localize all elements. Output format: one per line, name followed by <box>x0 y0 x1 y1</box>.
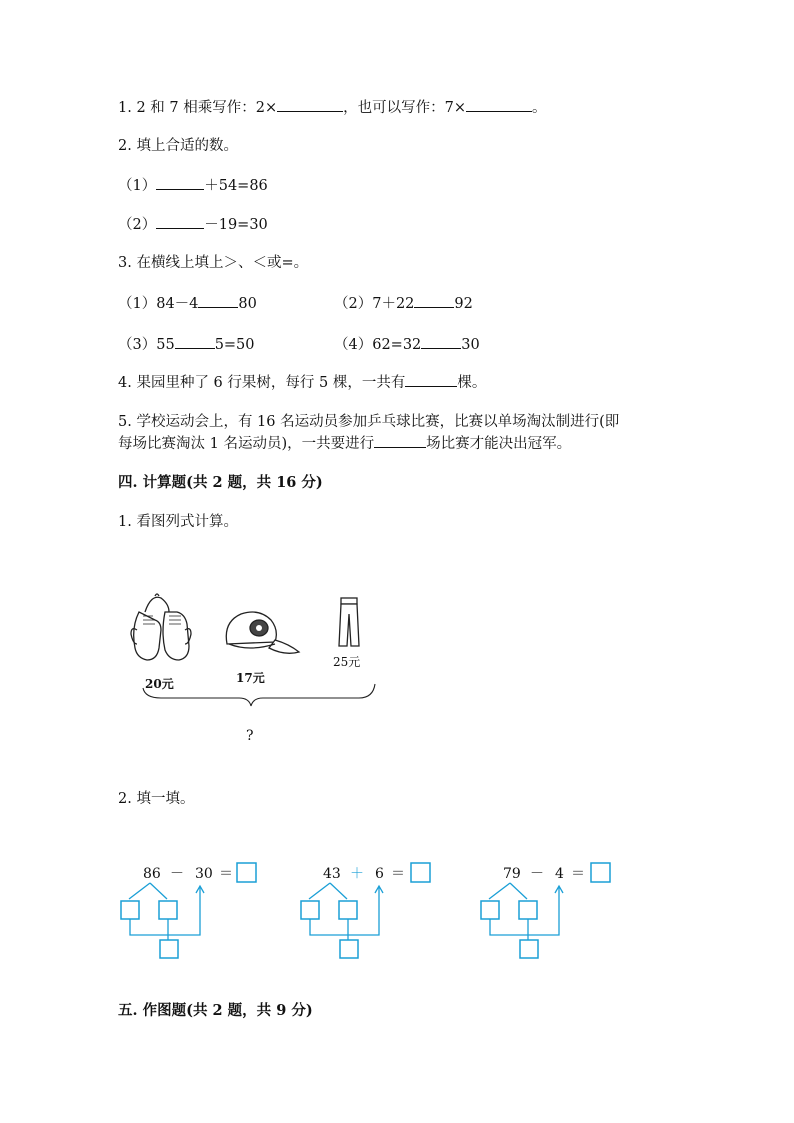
diagram-2-op: ＋ <box>350 866 364 882</box>
q3-item-2-pre: （2）7＋22 <box>334 296 415 312</box>
q3-item-4 <box>334 334 480 355</box>
q2-part1-rest: ＋54=86 <box>204 178 268 194</box>
diagram-3-result-box[interactable] <box>591 863 610 882</box>
q1-blank-1[interactable] <box>277 97 343 112</box>
q3-item-4-post: 30 <box>461 337 480 353</box>
q3-item-3-post: 5=50 <box>214 337 255 353</box>
diagram-1-op: － <box>170 866 184 882</box>
cap-icon <box>226 612 299 653</box>
diagram-3-split-box-1[interactable] <box>481 901 499 919</box>
diagram-2-bottom-box[interactable] <box>340 940 358 958</box>
diagram-1 <box>121 863 256 958</box>
diagram-3-bottom-box[interactable] <box>520 940 538 958</box>
section4-title: 四. 计算题(共 2 题，共 16 分) <box>118 474 323 491</box>
diagram-1-result-box[interactable] <box>237 863 256 882</box>
fill-in-diagrams <box>115 855 625 970</box>
q5-line-1: 5. 学校运动会上，有 16 名运动员参加乒乓球比赛，比赛以单场淘汰制进行(即 <box>118 414 620 430</box>
pants-icon <box>339 598 359 646</box>
diagram-3-split-box-2[interactable] <box>519 901 537 919</box>
q3-item-1 <box>118 293 257 314</box>
q2-part1-blank[interactable] <box>156 175 204 190</box>
q3-item-1-pre: （1）84－4 <box>118 296 199 312</box>
q3-item-3-blank[interactable] <box>175 334 215 349</box>
q5-text-b: 场比赛才能决出冠军。 <box>426 436 572 452</box>
q2-part1 <box>118 175 268 196</box>
q1-line <box>118 97 546 118</box>
diagram-1-split-box-2[interactable] <box>159 901 177 919</box>
q3-item-2-post: 92 <box>454 296 473 312</box>
section5-title: 五. 作图题(共 2 题，共 9 分) <box>118 1002 313 1019</box>
q3-item-4-blank[interactable] <box>421 334 461 349</box>
price-picture <box>125 590 385 750</box>
q2-title: 2. 填上合适的数。 <box>118 138 238 154</box>
diagram-2 <box>301 863 430 958</box>
q1-text-b: ，也可以写作：7× <box>343 100 466 116</box>
q4-line <box>118 372 486 393</box>
section4-q1-title: 1. 看图列式计算。 <box>118 514 238 530</box>
q5-line-2 <box>118 433 571 454</box>
diagram-2-num-b: 6 <box>375 866 384 882</box>
q3-item-4-pre: （4）62=32 <box>334 337 422 353</box>
diagram-1-eq: ＝ <box>219 866 233 882</box>
q2-part2 <box>118 214 268 235</box>
q4-text-a: 4. 果园里种了 6 行果树，每行 5 棵，一共有 <box>118 375 406 391</box>
diagram-3-eq: ＝ <box>571 866 585 882</box>
q5-blank[interactable] <box>374 433 426 448</box>
diagram-2-split-box-1[interactable] <box>301 901 319 919</box>
q2-part2-num: （2） <box>118 217 157 233</box>
q3-item-1-post: 80 <box>238 296 257 312</box>
q1-text-c: 。 <box>531 100 547 116</box>
q2-part2-rest: －19=30 <box>204 217 268 233</box>
q1-blank-2[interactable] <box>466 97 532 112</box>
price-cap-label: 17元 <box>236 671 265 685</box>
diagram-3-op: － <box>530 866 544 882</box>
q5-text-a: 每场比赛淘汰 1 名运动员)，一共要进行 <box>118 436 375 452</box>
q3-title: 3. 在横线上填上＞、＜或=。 <box>118 255 309 271</box>
q3-item-1-blank[interactable] <box>198 293 238 308</box>
q3-item-3-pre: （3）55 <box>118 337 175 353</box>
diagram-1-num-a: 86 <box>143 866 161 882</box>
q1-text-a: 1. 2 和 7 相乘写作：2× <box>118 100 278 116</box>
price-pants-label: 25元 <box>333 655 361 669</box>
total-question-mark: ? <box>246 728 254 744</box>
diagram-1-bottom-box[interactable] <box>160 940 178 958</box>
q2-part2-blank[interactable] <box>156 214 204 229</box>
diagram-1-num-b: 30 <box>195 866 213 882</box>
q4-blank[interactable] <box>405 372 457 387</box>
diagram-2-result-box[interactable] <box>411 863 430 882</box>
gloves-icon <box>131 594 191 660</box>
q3-item-2 <box>334 293 473 314</box>
diagram-2-eq: ＝ <box>391 866 405 882</box>
diagram-1-split-box-1[interactable] <box>121 901 139 919</box>
diagram-2-split-box-2[interactable] <box>339 901 357 919</box>
q4-text-b: 棵。 <box>457 375 487 391</box>
price-gloves-label: 20元 <box>145 677 174 691</box>
total-brace <box>143 684 375 706</box>
diagram-3-num-a: 79 <box>503 866 521 882</box>
diagram-3 <box>481 863 610 958</box>
q3-item-3 <box>118 334 255 355</box>
q3-item-2-blank[interactable] <box>414 293 454 308</box>
section4-q2-title: 2. 填一填。 <box>118 791 195 807</box>
q2-part1-num: （1） <box>118 178 157 194</box>
diagram-3-num-b: 4 <box>555 866 564 882</box>
diagram-2-num-a: 43 <box>323 866 341 882</box>
